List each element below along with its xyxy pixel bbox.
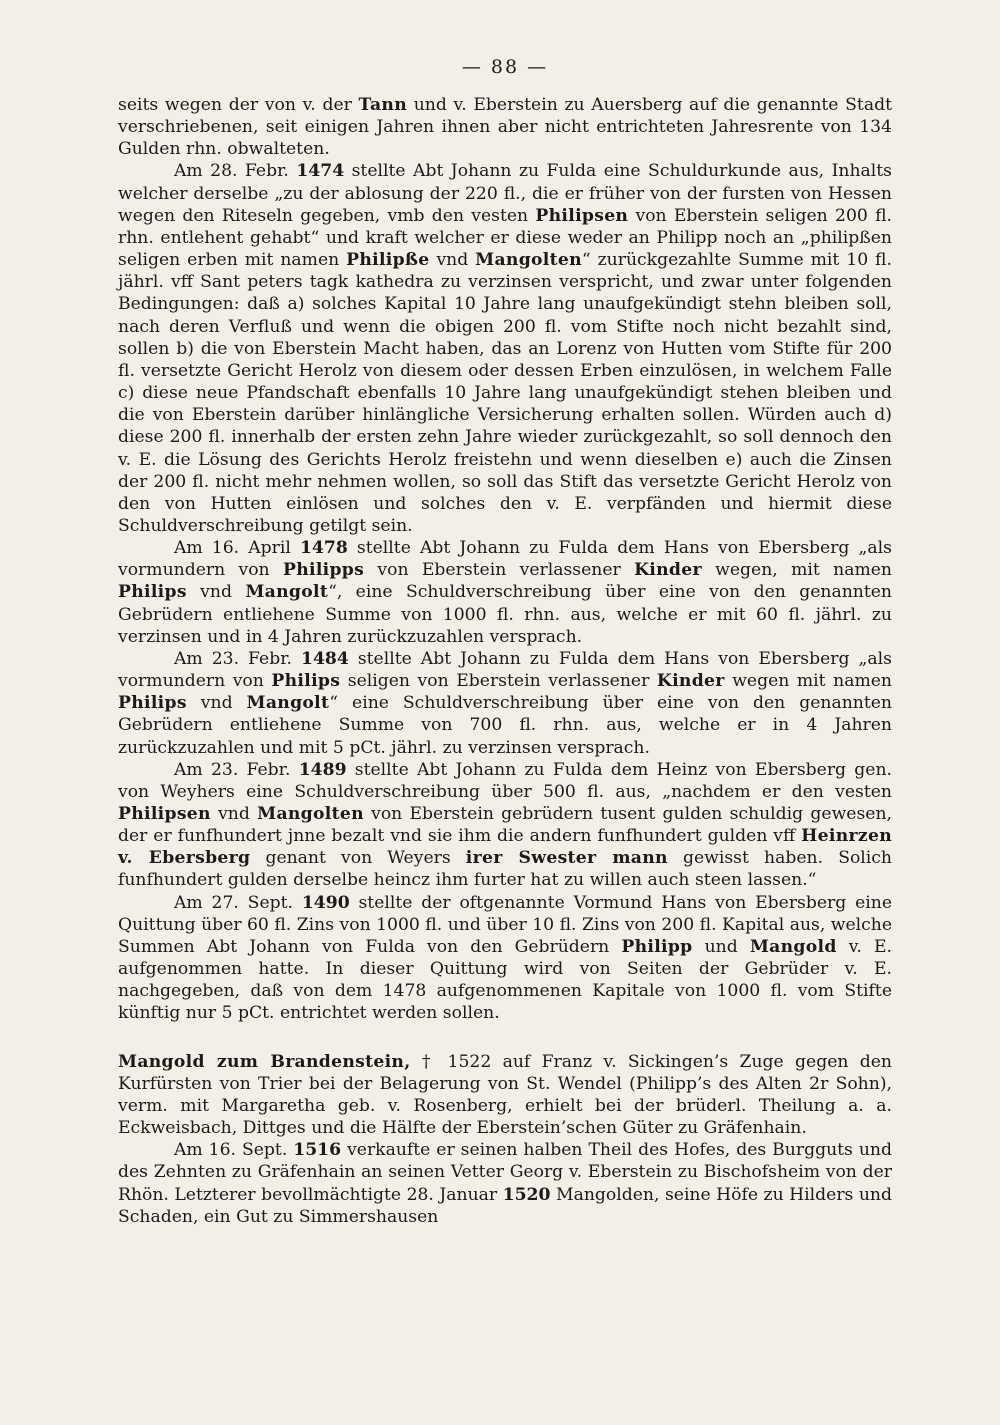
blackletter-name: Tann bbox=[358, 95, 408, 115]
blackletter-name: Kinder bbox=[656, 671, 725, 692]
paragraph-5 bbox=[118, 759, 892, 892]
paragraph-2 bbox=[118, 160, 892, 537]
text-run: gewisst haben. Solich funfhundert gulden derselbe heincz ihm furter hat zu willen auch steen lassen.“ bbox=[118, 848, 893, 891]
text-run: Am 28. Febr. bbox=[174, 161, 297, 182]
text-run: stellte Abt Johann zu Fulda dem Heinz von Ebersberg gen. von Weyhers eine Schuldverschreibung über 500 fl. aus, „nachdem er den vesten bbox=[118, 759, 892, 802]
text-run: stellte Abt Johann zu Fulda dem Hans von Ebersberg „als vormundern von bbox=[118, 648, 892, 692]
blackletter-name: Mangolten bbox=[257, 804, 364, 824]
paragraph-4 bbox=[118, 648, 892, 759]
paragraph-6 bbox=[118, 892, 892, 1025]
text-run: v. E. aufgenommen hatte. In dieser Quittung wird von Seiten der Gebrüder v. E. nachgegeben, daß von dem 1478 aufgenommenen Kapitale von 1000 fl. vom Stifte künftig nur 5 pCt. entrichtet werden sollen. bbox=[118, 936, 892, 1024]
blackletter-name: Mangolten bbox=[475, 250, 582, 271]
text-run: stellte Abt Johann zu Fulda eine Schuldurkunde aus, Inhalts welcher derselbe „zu der ablosung der 220 fl., die er früher von der fursten von Hessen wegen den Riteseln gegeben, vmb den vesten bbox=[118, 161, 892, 226]
blackletter-name: Philipsen bbox=[118, 804, 211, 824]
blackletter-name: Kinder bbox=[634, 560, 702, 581]
text-run: verkaufte er seinen halben Theil des Hofes, des Burgguts und des Zehnten zu Gräfenhain an seinen Vetter Georg v. Eberstein zu Bischofsheim von der Rhön. Letzterer bevollmächtigte 28. Januar bbox=[118, 1140, 892, 1205]
text-run: vnd bbox=[429, 250, 476, 271]
text-run: vnd bbox=[186, 693, 247, 714]
text-run: stellte der oftgenannte Vormund Hans von Ebersberg eine Quittung über 60 fl. Zins von 1000 fl. und über 10 fl. Zins von 200 fl. Kapital aus, welche Summen Abt Johann von Fulda von den Gebrüdern bbox=[118, 892, 893, 957]
text-run: Am 16. Sept. bbox=[174, 1140, 294, 1161]
paragraph-8 bbox=[118, 1139, 892, 1228]
blackletter-name: Philips bbox=[118, 582, 187, 603]
blackletter-name: Mangold bbox=[749, 936, 837, 957]
paragraph-3 bbox=[118, 537, 892, 648]
text-run: “, eine Schuldverschreibung über eine von den genannten Gebrüdern entliehene Summe von 1000 fl. rhn. aus, welche er mit 60 fl. jährl. zu verzinsen und in 4 Jahren zurückzuzahlen versprach. bbox=[118, 582, 892, 647]
year: 1520 bbox=[502, 1184, 551, 1205]
blackletter-name: irer Swester mann bbox=[465, 848, 668, 869]
blackletter-name: Mangolt bbox=[245, 582, 329, 603]
text-run: Am 27. Sept. bbox=[174, 892, 302, 913]
text-run: Am 16. April bbox=[174, 538, 300, 559]
text-run: genant von Weyers bbox=[250, 848, 466, 869]
text-run: seits wegen der von v. der bbox=[118, 95, 359, 115]
text-run: “ zurückgezahlte Summe mit 10 fl. jährl. vff Sant peters tagk kathedra zu verzinsen verspricht, und zwar unter folgenden Bedingungen: daß a) solches Kapital 10 Jahre lang unaufgekündigt stehn bleiben soll, nach deren Verfluß und wenn die obigen 200 fl. vom Stifte noch nicht bezahlt sind, sollen b) die von Eberstein Macht haben, das an Lorenz von Hutten vom Stifte für 200 fl. versetzte Gericht Herolz von diesem oder dessen Erben einzulösen, in welchem Falle c) diese neue Pfandschaft ebenfalls 10 Jahre lang unaufgekündigt stehen bleiben und die von Eberstein darüber hinlängliche Versicherung erhalten sollen. Würden auch d) diese 200 fl. innerhalb der ersten zehn Jahre wieder zurückgezahlt, so soll dennoch den v. E. die Lösung des Gerichts Herolz freistehn und wenn dieselben e) auch die Zinsen der 200 fl. nicht mehr nehmen wollen, so soll das Stift das versetzte Gericht Herolz von den von Hutten einlösen und solches den v. E. verpfänden und hiermit diese Schuldverschreibung getilgt sein. bbox=[118, 250, 892, 536]
text-run: stellte Abt Johann zu Fulda dem Hans von Ebersberg „als vormundern von bbox=[118, 538, 892, 581]
blackletter-name: Mangold zum Brandenstein, bbox=[118, 1051, 411, 1072]
blackletter-name: Mangolt bbox=[246, 693, 330, 714]
blackletter-name: Philips bbox=[118, 693, 187, 714]
blackletter-name: Philipße bbox=[346, 250, 430, 271]
text-run: wegen, mit namen bbox=[701, 560, 892, 581]
text-run: und v. Eberstein zu Auersberg auf die genannte Stadt verschriebenen, seit einigen Jahren ihnen aber nicht entrichteten Jahresrente von 134 Gulden rhn. obwalteten. bbox=[118, 95, 892, 160]
text-run: Am 23. Febr. bbox=[174, 759, 299, 780]
text-run: von Eberstein gebrüdern tusent gulden schuldig gewesen, der er funfhundert jnne bezalt vnd sie ihm die andern funfhundert gulden vff bbox=[118, 804, 892, 847]
year: 1484 bbox=[300, 648, 349, 669]
year: 1474 bbox=[296, 161, 345, 182]
text-run: und bbox=[692, 936, 750, 957]
paragraph-7 bbox=[118, 1051, 892, 1140]
year: 1516 bbox=[293, 1140, 342, 1161]
blackletter-name: Philipp bbox=[621, 936, 693, 957]
text-run: vnd bbox=[210, 804, 258, 824]
text-run: wegen mit namen bbox=[724, 671, 892, 692]
page-number: — 88 — bbox=[461, 56, 549, 78]
year: 1490 bbox=[301, 892, 350, 913]
text-run: “ eine Schuldverschreibung über eine von den genannten Gebrüdern entliehene Summe von 700 fl. rhn. aus, welche er in 4 Jahren zurückzuzahlen und mit 5 pCt. jährl. zu verzinsen versprach. bbox=[118, 693, 892, 758]
text-run: Mangolden, seine Höfe zu Hilders und Schaden, ein Gut zu Simmershausen bbox=[118, 1184, 892, 1227]
blackletter-name: Philipps bbox=[282, 560, 365, 581]
text-run: Am 23. Febr. bbox=[174, 648, 301, 669]
paragraph-1 bbox=[118, 94, 892, 160]
text-run: seligen von Eberstein verlassener bbox=[340, 671, 657, 692]
blackletter-name: Heinrzen v. Ebersberg bbox=[118, 826, 892, 869]
text-run: von Eberstein seligen 200 fl. rhn. entlehent gehabt“ und kraft welcher er diese weder an Philipp noch an „philipßen seligen erben mit namen bbox=[118, 205, 892, 271]
year: 1478 bbox=[299, 538, 348, 559]
year: 1489 bbox=[298, 759, 347, 780]
text-run: von Eberstein verlassener bbox=[364, 560, 635, 581]
blackletter-name: Philips bbox=[271, 671, 341, 692]
text-run: vnd bbox=[186, 582, 246, 603]
text-run: † 1522 auf Franz v. Sickingen’s Zuge gegen den Kurfürsten von Trier bei der Belagerung von St. Wendel (Philipp’s des Alten 2r Sohn), verm. mit Margaretha geb. v. Rosenberg, erhielt bei der brüderl. Theilung a. a. Eckweisbach, Dittges und die Hälfte der Eberstein’schen Güter zu Gräfenhain. bbox=[118, 1051, 892, 1139]
blackletter-name: Philipsen bbox=[535, 205, 629, 226]
